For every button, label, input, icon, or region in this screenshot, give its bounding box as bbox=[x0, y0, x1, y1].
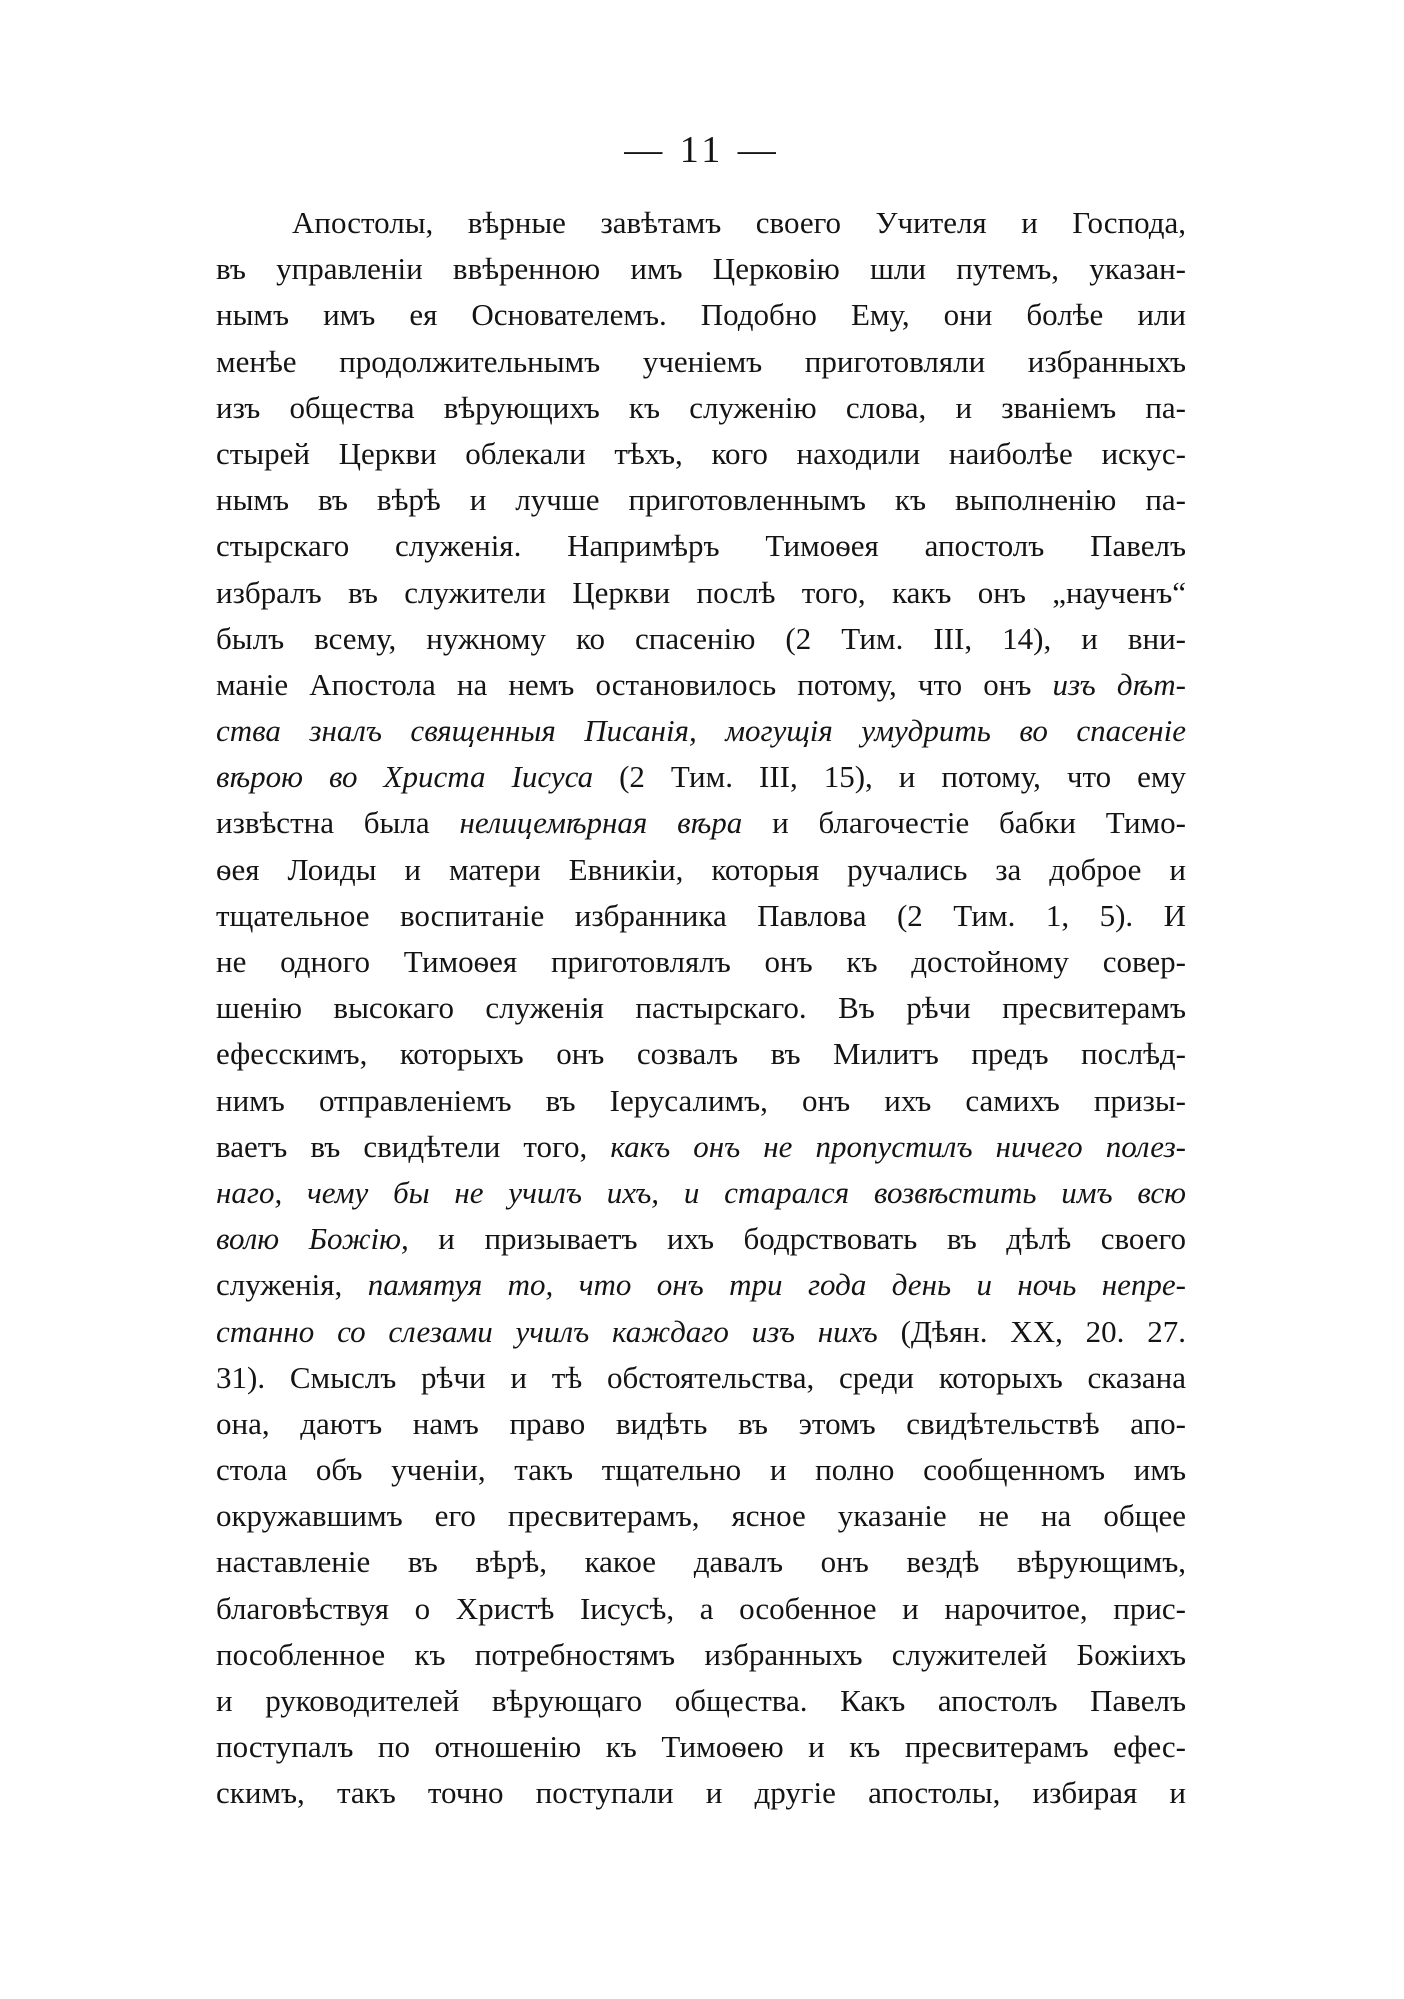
text-line bbox=[216, 985, 1186, 1031]
text-line bbox=[216, 754, 1186, 800]
italic-quote: какъ онъ не пропустилъ ничего полез- bbox=[610, 1128, 1186, 1164]
text-segment: наставленіе въ вѣрѣ, какое давалъ онъ вездѣ вѣрующимъ, bbox=[216, 1544, 1186, 1580]
body-text bbox=[216, 200, 1186, 1817]
text-segment: и руководителей вѣрующаго общества. Какъ апостолъ Павелъ bbox=[216, 1683, 1186, 1718]
text-line bbox=[216, 939, 1186, 985]
text-line bbox=[216, 339, 1186, 385]
text-segment: ефесскимъ, которыхъ онъ созвалъ въ Милитъ предъ послѣд- bbox=[216, 1036, 1186, 1072]
text-line bbox=[216, 616, 1186, 662]
text-line bbox=[216, 246, 1186, 292]
text-segment: менѣе продолжительнымъ ученіемъ приготовляли избранныхъ bbox=[216, 343, 1186, 379]
text-line bbox=[216, 1031, 1186, 1077]
text-line bbox=[216, 1586, 1186, 1632]
text-segment: и благочестіе бабки Тимо- bbox=[742, 805, 1186, 841]
text-segment: маніе Апостола на немъ остановилось потому, что онъ bbox=[216, 666, 1053, 702]
text-segment: окружавшимъ его пресвитерамъ, ясное указаніе не на общее bbox=[216, 1498, 1186, 1534]
text-segment: изъ общества вѣрующихъ къ служенію слова, и званіемъ па- bbox=[216, 389, 1186, 425]
text-segment: 31). Смыслъ рѣчи и тѣ обстоятельства, среди которыхъ сказана bbox=[216, 1359, 1186, 1395]
text-line bbox=[216, 847, 1186, 893]
page-number: — 11 — bbox=[624, 129, 780, 171]
text-segment: нимъ отправленіемъ въ Іерусалимъ, онъ ихъ самихъ призы- bbox=[216, 1082, 1186, 1118]
text-line bbox=[216, 1770, 1186, 1816]
text-line bbox=[216, 200, 1186, 246]
italic-quote: изъ дѣт- bbox=[1052, 666, 1186, 702]
text-line bbox=[216, 570, 1186, 616]
text-segment: былъ всему, нужному ко спасенію (2 Тим. III, 14), и вни- bbox=[216, 620, 1186, 656]
text-line bbox=[216, 1724, 1186, 1770]
text-line bbox=[216, 523, 1186, 569]
text-line bbox=[216, 431, 1186, 477]
text-line bbox=[216, 1078, 1186, 1124]
text-line bbox=[216, 1216, 1186, 1262]
text-segment: стола объ ученіи, такъ тщательно и полно сообщенномъ имъ bbox=[216, 1452, 1186, 1488]
italic-quote: станно со слезами училъ каждаго изъ нихъ bbox=[216, 1313, 878, 1349]
text-segment: благовѣствуя о Христѣ Іисусѣ, а особенное и нарочитое, прис- bbox=[216, 1590, 1186, 1626]
italic-quote: ства зналъ священныя Писанія, могущія умудрить во спасеніе bbox=[216, 713, 1186, 749]
italic-quote: вѣрою во Христа Іисуса bbox=[216, 759, 594, 795]
text-segment: избралъ въ служители Церкви послѣ того, какъ онъ „наученъ“ bbox=[216, 574, 1186, 610]
text-line bbox=[216, 1678, 1186, 1724]
text-segment: она, даютъ намъ право видѣть въ этомъ свидѣтельствѣ апо- bbox=[216, 1405, 1186, 1441]
text-segment: пособленное къ потребностямъ избранныхъ служителей Божіихъ bbox=[216, 1636, 1186, 1672]
text-line bbox=[216, 1539, 1186, 1585]
text-segment: скимъ, такъ точно поступали и другіе апостолы, избирая и bbox=[216, 1775, 1186, 1811]
text-segment: Апостолы, вѣрные завѣтамъ своего Учителя и Господа, bbox=[292, 205, 1186, 240]
text-segment: въ управленіи ввѣренною имъ Церковію шли путемъ, указан- bbox=[216, 251, 1186, 287]
text-line bbox=[216, 893, 1186, 939]
text-segment: тщательное воспитаніе избранника Павлова (2 Тим. 1, 5). И bbox=[216, 897, 1186, 933]
text-segment: стырей Церкви облекали тѣхъ, кого находили наиболѣе искус- bbox=[216, 435, 1186, 471]
text-segment: извѣстна была bbox=[216, 805, 460, 841]
text-segment: стырскаго служенія. Напримѣръ Тимоѳея апостолъ Павелъ bbox=[216, 528, 1186, 564]
text-line bbox=[216, 662, 1186, 708]
text-segment: служенія, bbox=[216, 1267, 368, 1303]
text-line bbox=[216, 1447, 1186, 1493]
italic-quote: памятуя то, что онъ три года день и ночь непре- bbox=[367, 1267, 1186, 1303]
italic-quote: наго, чему бы не училъ ихъ, и старался возвѣстить имъ всю bbox=[216, 1174, 1186, 1210]
text-line bbox=[216, 1355, 1186, 1401]
text-segment: и призываетъ ихъ бодрствовать въ дѣлѣ своего bbox=[408, 1221, 1186, 1257]
text-line bbox=[216, 292, 1186, 338]
text-line bbox=[216, 1170, 1186, 1216]
text-line bbox=[216, 708, 1186, 754]
text-segment: нымъ имъ ея Основателемъ. Подобно Ему, они болѣе или bbox=[216, 297, 1186, 333]
text-line bbox=[216, 1309, 1186, 1355]
text-segment: не одного Тимоѳея приготовлялъ онъ къ достойному совер- bbox=[216, 944, 1186, 979]
text-segment: ваетъ въ свидѣтели того, bbox=[216, 1128, 611, 1164]
text-line bbox=[216, 1262, 1186, 1308]
italic-quote: нелицемѣрная вѣра bbox=[459, 805, 743, 841]
text-segment: (2 Тим. III, 15), и потому, что ему bbox=[593, 759, 1186, 795]
text-segment: ѳея Лоиды и матери Евникіи, которыя ручались за доброе и bbox=[216, 851, 1186, 887]
text-line bbox=[216, 1632, 1186, 1678]
text-line bbox=[216, 1124, 1186, 1170]
text-line bbox=[216, 800, 1186, 846]
text-line bbox=[216, 1401, 1186, 1447]
text-segment: (Дѣян. XX, 20. 27. bbox=[877, 1313, 1186, 1349]
text-segment: нымъ въ вѣрѣ и лучше приготовленнымъ къ выполненію па- bbox=[216, 482, 1186, 518]
text-segment: шенію высокаго служенія пастырскаго. Въ рѣчи пресвитерамъ bbox=[216, 990, 1186, 1026]
text-line bbox=[216, 385, 1186, 431]
text-line bbox=[216, 477, 1186, 523]
italic-quote: волю Божію, bbox=[216, 1221, 409, 1257]
text-segment: поступалъ по отношенію къ Тимоѳею и къ пресвитерамъ ефес- bbox=[216, 1729, 1186, 1765]
text-line bbox=[216, 1493, 1186, 1539]
